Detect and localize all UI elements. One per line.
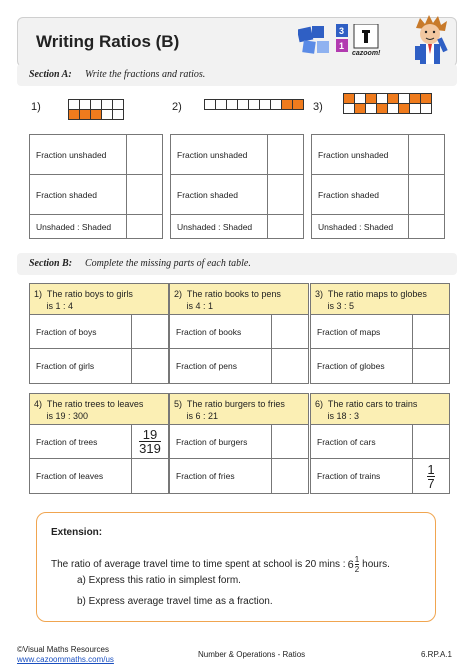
fraction-row [311, 459, 449, 493]
mixed-number [348, 555, 360, 574]
row-label: Fraction unshaded [171, 135, 268, 175]
extension-statement [51, 555, 390, 574]
answer-cell[interactable] [268, 215, 304, 239]
statement-text-end: hours. [362, 559, 390, 570]
fraction-label: Fraction of fries [170, 459, 272, 493]
fraction-row [311, 315, 449, 349]
ratio-statement: 1) The ratio boys to girls is 1 : 4 [30, 284, 168, 315]
fraction-row [170, 315, 308, 349]
answer-table-1 [29, 134, 163, 239]
answer-cell[interactable] [132, 315, 168, 348]
fraction-denominator: 319 [139, 441, 161, 456]
answer-cell[interactable] [268, 175, 304, 215]
fraction-numerator: 1 [354, 555, 360, 564]
section-b-header [17, 253, 457, 275]
answer-cell[interactable] [132, 349, 168, 383]
fraction-label: Fraction of pens [170, 349, 272, 383]
unshaded-cell [112, 109, 124, 120]
section-b-label: Section B: [29, 258, 73, 269]
fraction-label: Fraction of leaves [30, 459, 132, 493]
ratio-card [169, 283, 309, 384]
ratio-card [169, 393, 309, 494]
answer-fraction [139, 428, 161, 455]
section-a-label: Section A: [29, 69, 72, 80]
row-label: Unshaded : Shaded [171, 215, 268, 239]
answer-cell[interactable] [268, 135, 304, 175]
fraction-row [30, 349, 168, 383]
fraction-row [30, 459, 168, 493]
answer-cell[interactable] [132, 459, 168, 493]
answer-table-2 [170, 134, 304, 239]
answer-cell[interactable] [272, 425, 308, 458]
answer-cell[interactable] [127, 135, 163, 175]
row-label: Fraction shaded [312, 175, 409, 215]
statement-text: The ratio of average travel time to time spent at school is 20 mins : [51, 559, 346, 570]
extension-title: Extension: [51, 527, 103, 538]
fraction-row [170, 349, 308, 383]
row-label: Unshaded : Shaded [312, 215, 409, 239]
answer-cell[interactable] [272, 315, 308, 348]
answer-cell[interactable] [413, 315, 449, 348]
fraction-numerator: 19 [142, 427, 158, 442]
row-label: Unshaded : Shaded [30, 215, 127, 239]
shaded-bar-model [204, 99, 308, 109]
svg-text:1: 1 [339, 41, 345, 51]
ratio-statement: 4) The ratio trees to leaves is 19 : 300 [30, 394, 168, 425]
row-label: Fraction shaded [30, 175, 127, 215]
footer-topic: Number & Operations - Ratios [198, 650, 306, 659]
answer-cell[interactable] [413, 349, 449, 383]
answer-cell[interactable] [127, 215, 163, 239]
ratio-card [310, 393, 450, 494]
question-number: 2) [172, 101, 182, 113]
ratio-card [29, 283, 169, 384]
answer-table-3 [311, 134, 445, 239]
ratio-statement: 5) The ratio burgers to fries is 6 : 21 [170, 394, 308, 425]
answer-cell[interactable] [413, 459, 449, 493]
copyright-text: ©Visual Maths Resources [17, 645, 110, 654]
footer-standard-code: 6.RP.A.1 [421, 650, 452, 659]
fraction-label: Fraction of cars [311, 425, 413, 458]
fraction-label: Fraction of boys [30, 315, 132, 348]
extension-question-b: b) Express average travel time as a fraction. [77, 596, 273, 607]
fraction-label: Fraction of trees [30, 425, 132, 458]
question-number: 1) [31, 101, 41, 113]
extension-question-a: a) Express this ratio in simplest form. [77, 575, 241, 586]
shaded-grid-model [343, 93, 435, 113]
question-number: 3) [313, 101, 323, 113]
extension-box [36, 512, 436, 622]
page-title: Writing Ratios (B) [36, 32, 180, 51]
footer-copyright-block [17, 645, 114, 665]
mixed-whole: 6 [347, 558, 354, 571]
title-banner [17, 17, 457, 67]
fraction-row [170, 425, 308, 459]
shaded-bar-model [68, 99, 128, 119]
website-link[interactable]: www.cazoommaths.com/us [17, 655, 114, 664]
ratio-card [310, 283, 450, 384]
mixed-fraction [355, 555, 359, 574]
fraction-label: Fraction of burgers [170, 425, 272, 458]
fraction-row [170, 459, 308, 493]
svg-text:3: 3 [339, 26, 345, 36]
unshaded-cell [420, 103, 432, 114]
fraction-denominator: 7 [427, 475, 435, 491]
section-a-instruction: Write the fractions and ratios. [85, 69, 206, 80]
answer-cell[interactable] [272, 349, 308, 383]
row-label: Fraction unshaded [312, 135, 409, 175]
fraction-row [311, 349, 449, 383]
row-label: Fraction unshaded [30, 135, 127, 175]
row-label: Fraction shaded [171, 175, 268, 215]
ratio-statement: 6) The ratio cars to trains is 18 : 3 [311, 394, 449, 425]
answer-cell[interactable] [127, 175, 163, 215]
fraction-label: Fraction of books [170, 315, 272, 348]
fraction-label: Fraction of girls [30, 349, 132, 383]
answer-cell[interactable] [409, 215, 445, 239]
fraction-denominator: 2 [354, 565, 360, 574]
fraction-row [30, 315, 168, 349]
section-b-instruction: Complete the missing parts of each table. [85, 258, 251, 269]
answer-cell[interactable] [409, 175, 445, 215]
section-a-header [17, 64, 457, 86]
fraction-label: Fraction of maps [311, 315, 413, 348]
answer-cell[interactable] [409, 135, 445, 175]
fraction-row [311, 425, 449, 459]
answer-cell[interactable] [132, 425, 168, 458]
ratio-card [29, 393, 169, 494]
fraction-label: Fraction of globes [311, 349, 413, 383]
answer-fraction [427, 463, 434, 490]
fraction-label: Fraction of trains [311, 459, 413, 493]
answer-cell[interactable] [272, 459, 308, 493]
fraction-row [30, 425, 168, 459]
ratio-statement: 2) The ratio books to pens is 4 : 1 [170, 284, 308, 315]
fraction-numerator: 1 [427, 461, 435, 477]
logo-wordmark: cazoom! [352, 50, 381, 57]
shaded-cell [292, 99, 304, 110]
ratio-statement: 3) The ratio maps to globes is 3 : 5 [311, 284, 449, 315]
answer-cell[interactable] [413, 425, 449, 458]
